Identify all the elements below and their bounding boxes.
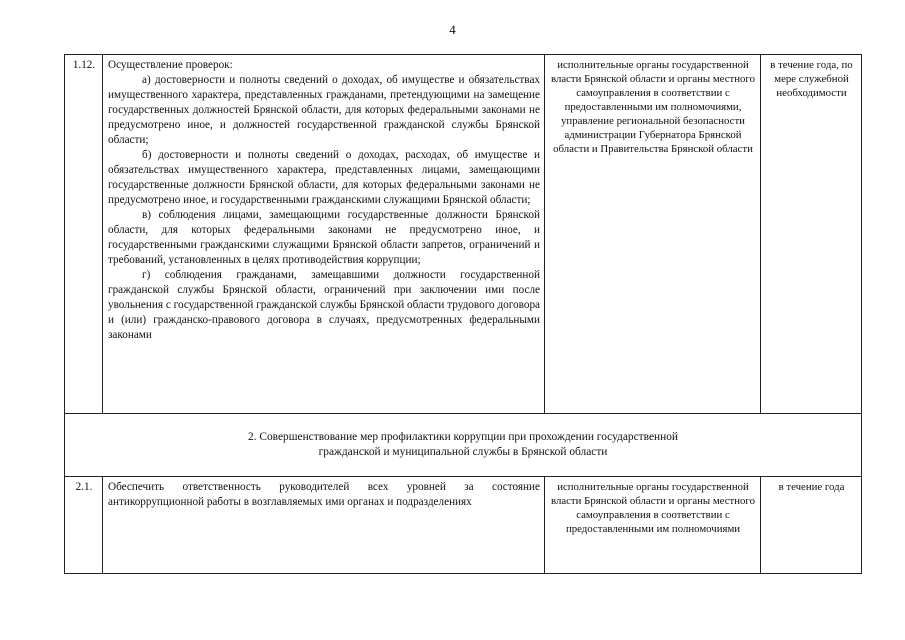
measure-description [103,55,545,414]
measure-description [103,477,545,574]
executors-cell: исполнительные органы государственной власти Брянской области и органы местного самоуправления в соответствии с предоставленными им полномочиями, управление региональной безопасности администрации Губернатора Брянской области и Правительства Брянской области [545,55,761,414]
measure-item-a: а) достоверности и полноты сведений о доходах, об имуществе и обязательствах имущественного характера, представленных гражданами, претендующими на замещение государственных должностей Брянской области, для которых федеральными законами не предусмотрено иное, и должностей государственной гражданской службы Брянской области; [108,74,540,146]
measure-title: Осуществление проверок: [108,59,233,71]
measure-item-b: б) достоверности и полноты сведений о доходах, расходах, об имуществе и обязательствах имущественного характера, представленных лицами, замещающими государственные должности Брянской области, для которых федеральными законами не предусмотрено иное, и государственными гражданскими служащими Брянской области; [108,149,540,206]
table-row [65,477,862,574]
measure-item-g: г) соблюдения гражданами, замещавшими должности государственной гражданской службы Брянской области, ограничений при заключении ими после увольнения с государственной гражданской службы Брянской области трудового договора и (или) гражданско-правового договора в случаях, предусмотренных федеральными законами [108,269,540,341]
measure-title: Обеспечить ответственность руководителей всех уровней за состояние антикоррупционной работы в возглавляемых ими органах и подразделениях [108,481,540,508]
section-heading [65,414,862,477]
row-number: 1.12. [65,55,103,414]
page-number: 4 [449,22,456,37]
row-number: 2.1. [65,477,103,574]
measure-item-v: в) соблюдения лицами, замещающими государственные должности Брянской области, для которых федеральными законами не предусмотрено иное, и государственными гражданскими служащими Брянской области запретов, ограничений и требований, установленных в целях противодействия коррупции; [108,209,540,266]
term-cell: в течение года, по мере служебной необходимости [761,55,862,414]
section-heading-row [65,414,862,477]
section-heading-line-1: 2. Совершенствование мер профилактики коррупции при прохождении государственной [248,431,678,443]
section-heading-line-2: гражданской и муниципальной службы в Брянской области [318,446,608,458]
measures-table [64,54,862,574]
executors-cell: исполнительные органы государственной власти Брянской области и органы местного самоуправления в соответствии с предоставленными им полномочиями [545,477,761,574]
table-row [65,55,862,414]
term-cell: в течение года [761,477,862,574]
